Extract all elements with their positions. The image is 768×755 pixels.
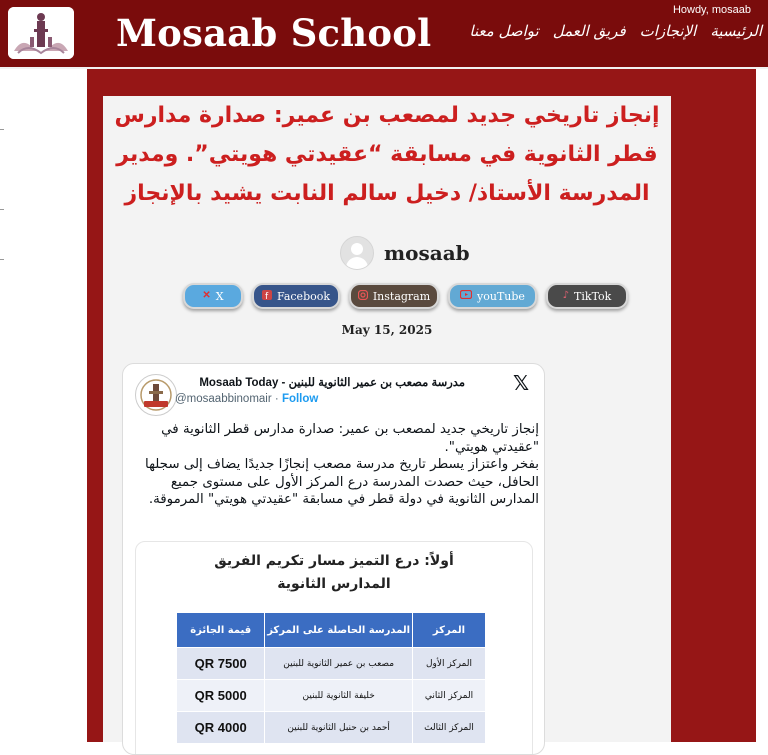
left-margin [0, 69, 87, 742]
tweet-media-image[interactable] [135, 541, 533, 755]
instagram-icon [358, 290, 368, 303]
tweet-handle-row [175, 393, 465, 405]
embedded-tweet [122, 363, 545, 755]
tweet-text [133, 421, 539, 509]
table-cell: المركز الثاني [412, 680, 485, 712]
table-cell: خليفة الثانوية للبنين [265, 680, 413, 712]
nav-achievements[interactable]: الإنجازات [639, 22, 697, 40]
share-instagram-button[interactable] [349, 283, 439, 309]
tweet-avatar[interactable] [135, 374, 177, 416]
post-date: May 15, 2025 [341, 323, 433, 337]
school-logo[interactable] [8, 7, 74, 59]
table-row [177, 680, 486, 712]
site-header [0, 0, 768, 67]
author-name[interactable]: mosaab [384, 241, 470, 265]
school-seal-icon [136, 375, 176, 415]
author-avatar[interactable] [340, 236, 374, 270]
table-header-row [177, 613, 486, 648]
facebook-icon [262, 290, 272, 303]
share-facebook-button[interactable] [252, 283, 340, 309]
handle-separator: · [271, 393, 282, 405]
x-icon: ✕ [202, 290, 211, 301]
table-cell: QR 7500 [177, 648, 265, 680]
tweet-line: بفخر واعتزاز يسطر تاريخ مدرسة مصعب إنجازًا جديدًا يضاف إلى سجلها الحافل، حيث حصدت المدرسة درع المركز الأول على مستوى جميع المدارس الثانوية في دولة قطر في مسابقة "عقيدتي هويتي" المرموقة. [145, 457, 539, 507]
share-buttons [183, 283, 628, 309]
user-greeting[interactable]: Howdy, mosaab [672, 4, 751, 16]
table-header: المركز [412, 613, 485, 648]
share-label: Instagram [372, 289, 431, 303]
share-tiktok-button[interactable] [546, 283, 628, 309]
margin-tick [0, 209, 4, 210]
main-nav [469, 22, 762, 42]
prize-table [176, 612, 486, 744]
logo-icon [8, 7, 74, 59]
nav-contact[interactable]: تواصل معنا [469, 22, 539, 40]
site-title[interactable]: Mosaab School [116, 11, 432, 55]
media-title-line: أولاً: درع التميز مسار تكريم الفريق [214, 553, 454, 569]
margin-tick [0, 129, 4, 130]
share-label: Facebook [276, 289, 331, 303]
share-label: TikTok [574, 289, 612, 303]
share-label: youTube [477, 289, 525, 303]
table-cell: المركز الثالث [412, 712, 485, 744]
table-header: قيمة الجائزة [177, 613, 265, 648]
table-row [177, 712, 486, 744]
author-row [340, 236, 470, 270]
table-cell: QR 4000 [177, 712, 265, 744]
tweet-line: إنجاز تاريخي جديد لمصعب بن عمير: صدارة مدارس قطر الثانوية في "عقيدتي هويتي". [161, 422, 539, 455]
youtube-icon [460, 290, 472, 302]
tweet-display-name[interactable]: مدرسة مصعب بن عمير الثانوية للبنين - Mosaab Today [199, 377, 465, 389]
nav-team[interactable]: فريق العمل [552, 22, 626, 40]
share-label: X [215, 289, 224, 303]
follow-button[interactable]: Follow [281, 393, 319, 405]
tiktok-icon: ♪ [562, 290, 570, 301]
table-cell: QR 5000 [177, 680, 265, 712]
tweet-handle[interactable]: @mosaabbinomair [175, 393, 272, 405]
media-title-line: المدارس الثانوية [277, 576, 391, 592]
table-cell: مصعب بن عمير الثانوية للبنين [265, 648, 413, 680]
share-x-button[interactable] [183, 283, 243, 309]
article-headline: إنجاز تاريخي جديد لمصعب بن عمير: صدارة مدارس قطر الثانوية في مسابقة “عقيدتي هويتي”. ومدير المدرسة الأستاذ/ دخيل سالم النابت يشيد بالإنجاز [114, 103, 660, 206]
media-title [136, 550, 532, 596]
x-logo-icon[interactable]: 𝕏 [512, 371, 530, 395]
table-cell: المركز الأول [412, 648, 485, 680]
table-row [177, 648, 486, 680]
nav-home[interactable]: الرئيسية [710, 22, 762, 40]
svg-text:f: f [264, 291, 269, 300]
margin-tick [0, 259, 4, 260]
share-youtube-button[interactable] [448, 283, 537, 309]
table-cell: أحمد بن حنبل الثانوية للبنين [265, 712, 413, 744]
table-header: المدرسة الحاصلة على المركز [265, 613, 413, 648]
